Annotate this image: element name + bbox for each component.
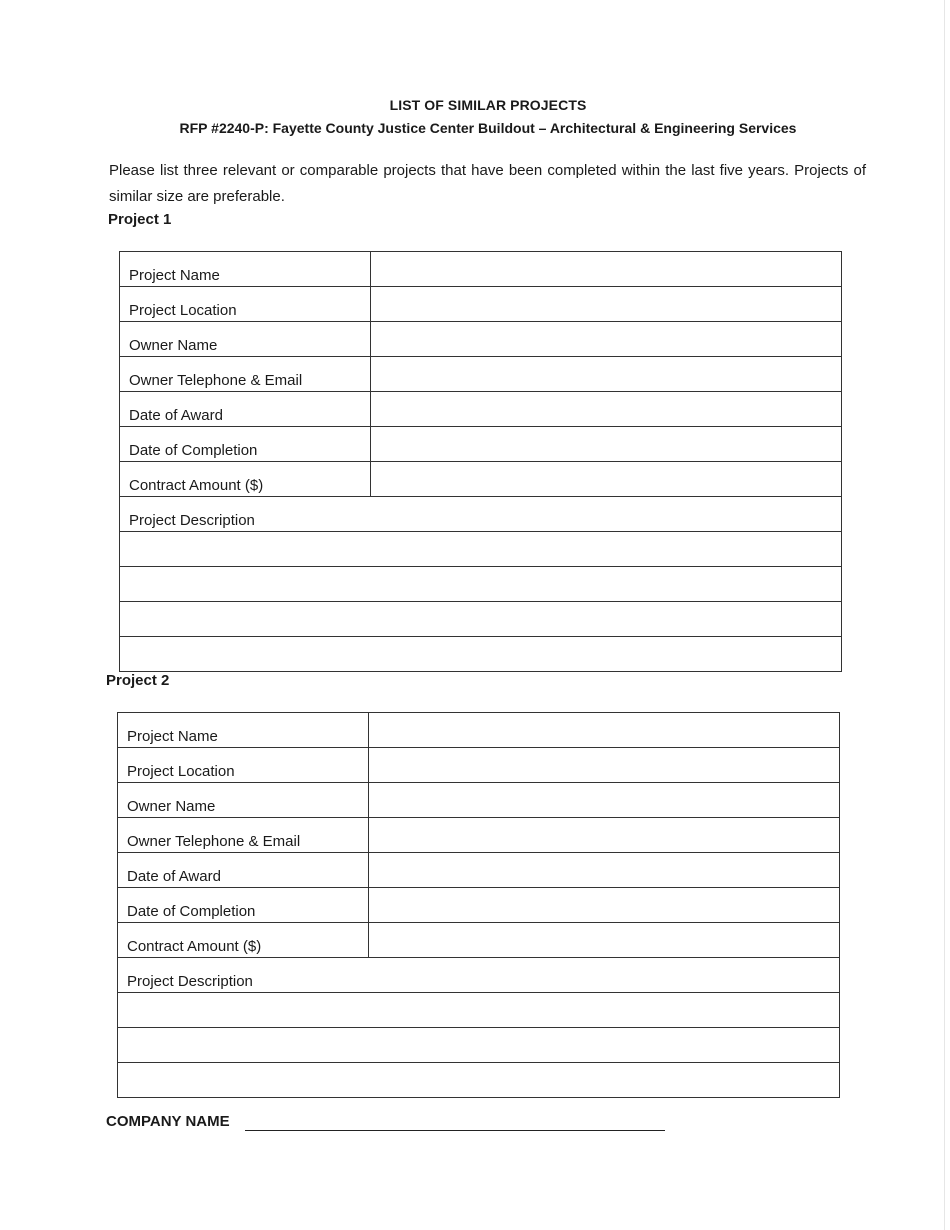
project-1-completion-date-field[interactable] bbox=[371, 427, 842, 462]
table-row bbox=[120, 392, 842, 427]
table-row bbox=[118, 818, 840, 853]
table-row bbox=[118, 783, 840, 818]
table-row bbox=[120, 252, 842, 287]
table-row bbox=[120, 532, 842, 567]
table-row bbox=[118, 853, 840, 888]
table-row bbox=[120, 637, 842, 672]
project-2-name-field[interactable] bbox=[369, 713, 840, 748]
table-row bbox=[118, 1063, 840, 1098]
project-1-name-label: Project Name bbox=[120, 252, 371, 287]
table-row bbox=[120, 462, 842, 497]
project-2-name-label: Project Name bbox=[118, 713, 369, 748]
project-2-award-date-field[interactable] bbox=[369, 853, 840, 888]
project-2-owner-name-field[interactable] bbox=[369, 783, 840, 818]
project-1-contract-amount-label: Contract Amount ($) bbox=[120, 462, 371, 497]
project-1-owner-contact-field[interactable] bbox=[371, 357, 842, 392]
project-1-location-field[interactable] bbox=[371, 287, 842, 322]
table-row bbox=[120, 357, 842, 392]
project-2-owner-name-label: Owner Name bbox=[118, 783, 369, 818]
company-name-label: COMPANY NAME bbox=[106, 1113, 230, 1130]
project-1-contract-amount-field[interactable] bbox=[371, 462, 842, 497]
project-2-contract-amount-field[interactable] bbox=[369, 923, 840, 958]
page-subtitle: RFP #2240-P: Fayette County Justice Center Buildout – Architectural & Engineering Services bbox=[179, 120, 797, 136]
project-1-owner-name-field[interactable] bbox=[371, 322, 842, 357]
project-2-owner-contact-field[interactable] bbox=[369, 818, 840, 853]
project-1-table bbox=[119, 251, 842, 672]
project-2-description-line-2[interactable] bbox=[118, 1028, 840, 1063]
project-1-heading: Project 1 bbox=[108, 211, 172, 228]
scan-edge-divider bbox=[944, 0, 945, 1230]
table-row bbox=[120, 322, 842, 357]
table-row bbox=[120, 497, 842, 532]
project-1-name-field[interactable] bbox=[371, 252, 842, 287]
project-1-description-line-4[interactable] bbox=[120, 637, 842, 672]
project-2-table bbox=[117, 712, 840, 1098]
table-row bbox=[120, 602, 842, 637]
project-1-description-label: Project Description bbox=[120, 497, 842, 532]
project-2-location-field[interactable] bbox=[369, 748, 840, 783]
project-2-owner-contact-label: Owner Telephone & Email bbox=[118, 818, 369, 853]
table-row bbox=[120, 287, 842, 322]
project-2-description-line-1[interactable] bbox=[118, 993, 840, 1028]
project-2-location-label: Project Location bbox=[118, 748, 369, 783]
table-row bbox=[120, 427, 842, 462]
table-row bbox=[118, 993, 840, 1028]
project-2-contract-amount-label: Contract Amount ($) bbox=[118, 923, 369, 958]
project-1-award-date-label: Date of Award bbox=[120, 392, 371, 427]
project-2-completion-date-label: Date of Completion bbox=[118, 888, 369, 923]
project-2-description-line-3[interactable] bbox=[118, 1063, 840, 1098]
instructions-text: Please list three relevant or comparable projects that have been completed within the last five years. Projects of similar size are preferable. bbox=[109, 162, 866, 205]
table-row bbox=[118, 713, 840, 748]
company-name-field[interactable] bbox=[245, 1130, 665, 1131]
project-1-completion-date-label: Date of Completion bbox=[120, 427, 371, 462]
project-2-completion-date-field[interactable] bbox=[369, 888, 840, 923]
table-row bbox=[118, 748, 840, 783]
project-2-description-label: Project Description bbox=[118, 958, 840, 993]
page-title: LIST OF SIMILAR PROJECTS bbox=[389, 97, 587, 113]
project-1-owner-contact-label: Owner Telephone & Email bbox=[120, 357, 371, 392]
table-row bbox=[118, 888, 840, 923]
project-2-award-date-label: Date of Award bbox=[118, 853, 369, 888]
project-1-owner-name-label: Owner Name bbox=[120, 322, 371, 357]
project-1-description-line-2[interactable] bbox=[120, 567, 842, 602]
project-1-description-line-3[interactable] bbox=[120, 602, 842, 637]
table-row bbox=[118, 1028, 840, 1063]
table-row bbox=[120, 567, 842, 602]
table-row bbox=[118, 958, 840, 993]
project-1-description-line-1[interactable] bbox=[120, 532, 842, 567]
project-2-heading: Project 2 bbox=[106, 672, 170, 689]
project-1-award-date-field[interactable] bbox=[371, 392, 842, 427]
table-row bbox=[118, 923, 840, 958]
project-1-location-label: Project Location bbox=[120, 287, 371, 322]
